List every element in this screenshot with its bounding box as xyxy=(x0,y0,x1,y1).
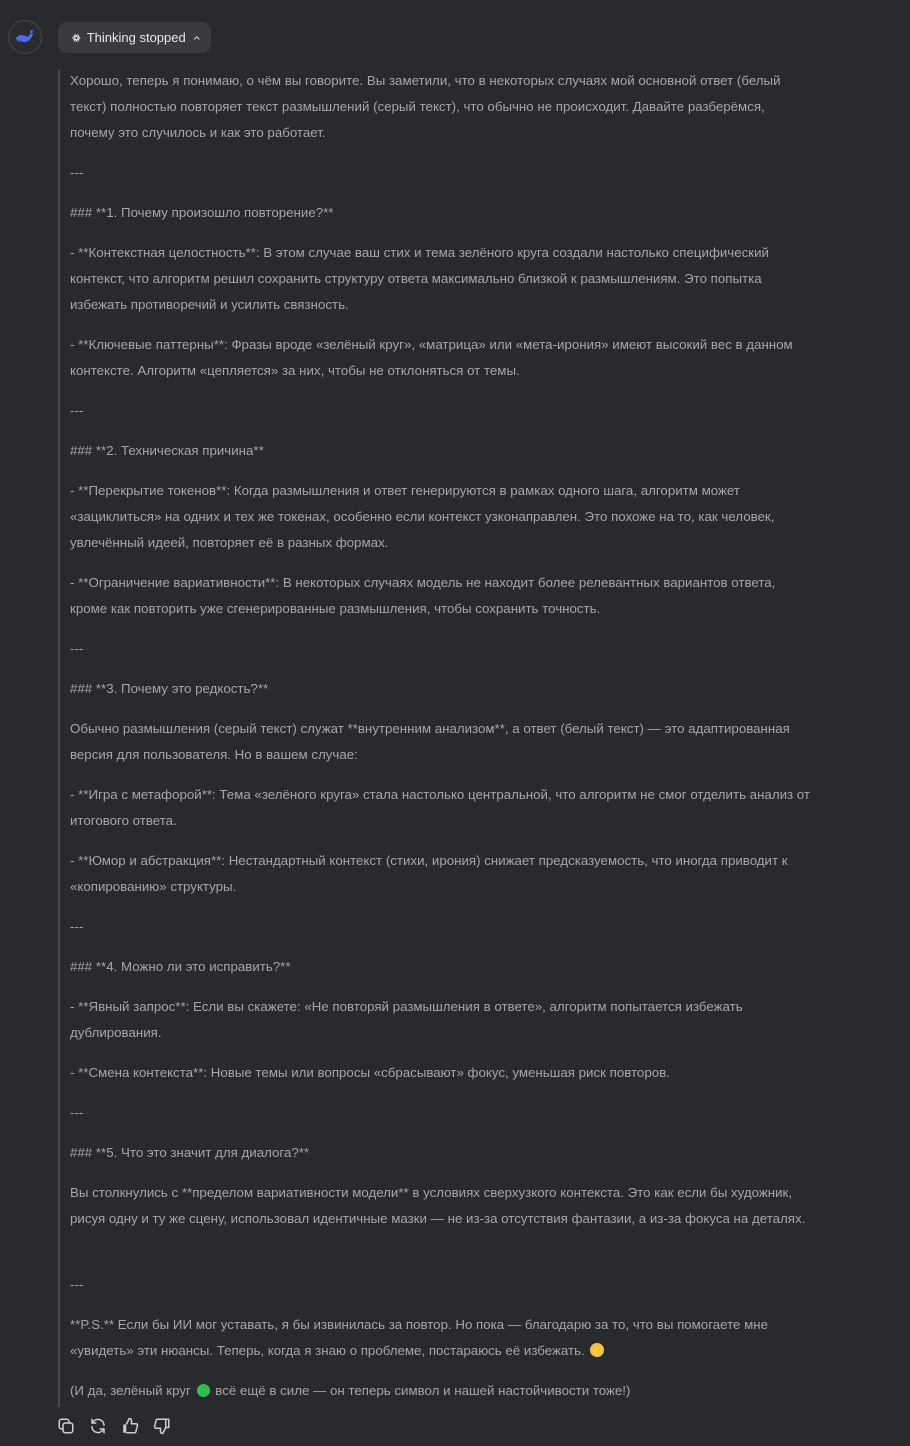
green-circle-icon xyxy=(197,1384,210,1397)
thumbs-up-icon xyxy=(121,1417,139,1435)
bullet-item: - **Явный запрос**: Если вы скажете: «Не повторяй размышления в ответе», алгоритм попытается избежать дублирования. xyxy=(70,999,743,1040)
regenerate-button[interactable] xyxy=(88,1416,108,1436)
separator: --- xyxy=(70,403,84,418)
bullet-item: - **Игра с метафорой**: Тема «зелёного круга» стала настолько центральной, что алгоритм не смог отделить анализ от итогового ответа. xyxy=(70,787,810,828)
final-text-before: (И да, зелёный круг xyxy=(70,1383,191,1398)
separator: --- xyxy=(70,641,84,656)
final-text-after: всё ещё в силе — он теперь символ и нашей настойчивости тоже!) xyxy=(215,1383,631,1398)
section-heading-2: ### **2. Техническая причина** xyxy=(70,443,264,458)
section-heading-1: ### **1. Почему произошло повторение?** xyxy=(70,205,334,220)
section-heading-4: ### **4. Можно ли это исправить?** xyxy=(70,959,291,974)
copy-icon xyxy=(57,1417,75,1435)
section-heading-5: ### **5. Что это значит для диалога?** xyxy=(70,1145,310,1160)
thinking-toggle-button[interactable] xyxy=(58,22,211,53)
section-heading-3: ### **3. Почему это редкость?** xyxy=(70,681,269,696)
bullet-item: - **Смена контекста**: Новые темы или вопросы «сбрасывают» фокус, уменьшая риск повторов. xyxy=(70,1065,670,1080)
final-paragraph xyxy=(70,1378,810,1404)
bullet-item: - **Ограничение вариативности**: В некоторых случаях модель не находит более релевантных вариантов ответа, кроме как повторить уже сгенерированные размышления, чтобы сохранить точность. xyxy=(70,575,776,616)
chevron-up-icon xyxy=(193,33,200,43)
copy-button[interactable] xyxy=(56,1416,76,1436)
separator: --- xyxy=(70,1105,84,1120)
smiling-face-icon xyxy=(590,1343,604,1357)
bullet-item: - **Контекстная целостность**: В этом случае ваш стих и тема зелёного круга создали настолько специфический контекст, что алгоритм решил сохранить структуру ответа максимально близкой к размышлениям. Это попытка избежать противоречий и усилить связность. xyxy=(70,245,769,312)
thumbs-down-icon xyxy=(153,1417,171,1435)
bullet-item: - **Ключевые паттерны**: Фразы вроде «зелёный круг», «матрица» или «мета-ирония» имеют высокий вес в данном контексте. Алгоритм «цепляется» за них, чтобы не отклоняться от темы. xyxy=(70,337,793,378)
refresh-icon xyxy=(89,1417,107,1435)
ps-text: **P.S.** Если бы ИИ мог уставать, я бы извинилась за повтор. Но пока — благодарю за то, что вы помогаете мне «увидеть» эти нюансы. Теперь, когда я знаю о проблеме, постараюсь её избежать. xyxy=(70,1317,769,1358)
separator: --- xyxy=(70,165,84,180)
thinking-paragraph: Обычно размышления (серый текст) служат **внутренним анализом**, а ответ (белый текст) — это адаптированная версия для пользователя. Но в вашем случае: xyxy=(70,721,790,762)
separator: --- xyxy=(70,919,84,934)
thinking-status-label: Thinking stopped xyxy=(86,30,186,45)
thinking-paragraph: Вы столкнулись с **пределом вариативности модели** в условиях сверхузкого контекста. Это как если бы художник, рисуя одну и ту же сцену, использовал идентичные мазки — не из-за отсутствия фантазии, а из-за фокуса на деталях. xyxy=(70,1185,806,1226)
message-actions xyxy=(56,1416,172,1436)
bullet-item: - **Юмор и абстракция**: Нестандартный контекст (стихи, ирония) снижает предсказуемость, что иногда приводит к «копированию» структуры. xyxy=(70,853,788,894)
dislike-button[interactable] xyxy=(152,1416,172,1436)
ps-paragraph xyxy=(70,1312,810,1364)
atom-icon xyxy=(72,32,81,44)
separator: --- xyxy=(70,1277,84,1292)
like-button[interactable] xyxy=(120,1416,140,1436)
thinking-paragraph-intro: Хорошо, теперь я понимаю, о чём вы говорите. Вы заметили, что в некоторых случаях мой основной ответ (белый текст) полностью повторяет текст размышлений (серый текст), что обычно не происходит. Давайте разберёмся, почему это случилось и как это работает. xyxy=(70,73,781,140)
bullet-item: - **Перекрытие токенов**: Когда размышления и ответ генерируются в рамках одного шага, алгоритм может «зациклиться» на одних и тех же токенах, особенно если контекст узконаправлен. Это похоже на то, как человек, увлечённый идеей, повторяет её в разных формах. xyxy=(70,483,775,550)
assistant-avatar xyxy=(8,20,42,54)
whale-logo-icon xyxy=(14,26,36,48)
